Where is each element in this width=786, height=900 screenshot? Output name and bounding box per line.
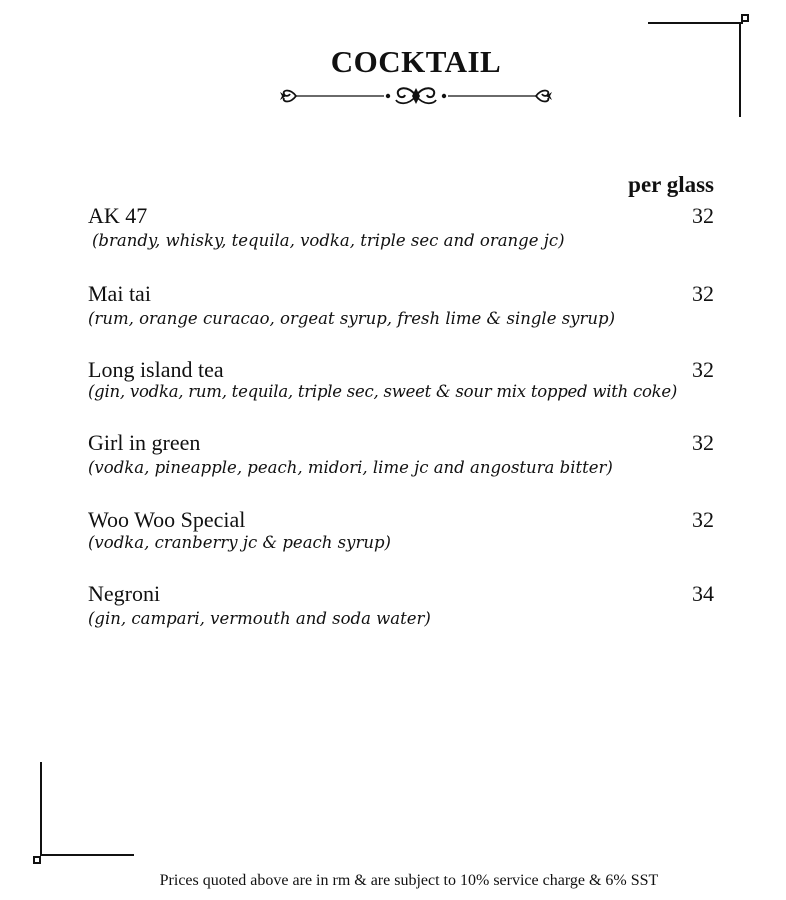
item-name: Woo Woo Special (88, 507, 246, 532)
item-description: (gin, campari, vermouth and soda water) (88, 609, 431, 628)
item-name: Negroni (88, 581, 161, 606)
menu-item (88, 507, 728, 555)
corner-square (33, 856, 41, 864)
item-description: (gin, vodka, rum, tequila, triple sec, sweet & sour mix topped with coke) (88, 382, 678, 401)
item-name: Girl in green (88, 430, 201, 455)
item-price: 32 (692, 203, 714, 228)
item-description: (rum, orange curacao, orgeat syrup, fresh lime & single syrup) (88, 309, 616, 328)
corner-line-horizontal (40, 854, 134, 856)
item-name: Mai tai (88, 281, 151, 306)
corner-square (741, 14, 749, 22)
corner-line-vertical (40, 762, 42, 856)
item-price: 32 (692, 281, 714, 306)
item-price: 32 (692, 507, 714, 532)
item-name: Long island tea (88, 357, 224, 382)
menu-title: COCKTAIL (330, 44, 502, 79)
menu-item (88, 281, 728, 331)
item-price: 32 (692, 430, 714, 455)
menu-item (88, 357, 728, 404)
item-price: 34 (692, 581, 714, 606)
corner-line-horizontal (648, 22, 743, 24)
footer-note: Prices quoted above are in rm & are subject to 10% service charge & 6% SST (159, 872, 659, 889)
flourish-divider-icon (278, 82, 554, 110)
item-description: (vodka, cranberry jc & peach syrup) (88, 533, 391, 552)
price-column-header: per glass (628, 172, 714, 197)
item-price: 32 (692, 357, 714, 382)
item-description: (vodka, pineapple, peach, midori, lime jc and angostura bitter) (88, 458, 613, 477)
item-name: AK 47 (88, 203, 148, 228)
menu-item (88, 203, 728, 253)
menu-item (88, 430, 728, 480)
menu-item (88, 581, 728, 631)
item-description: (brandy, whisky, tequila, vodka, triple sec and orange jc) (92, 231, 565, 250)
